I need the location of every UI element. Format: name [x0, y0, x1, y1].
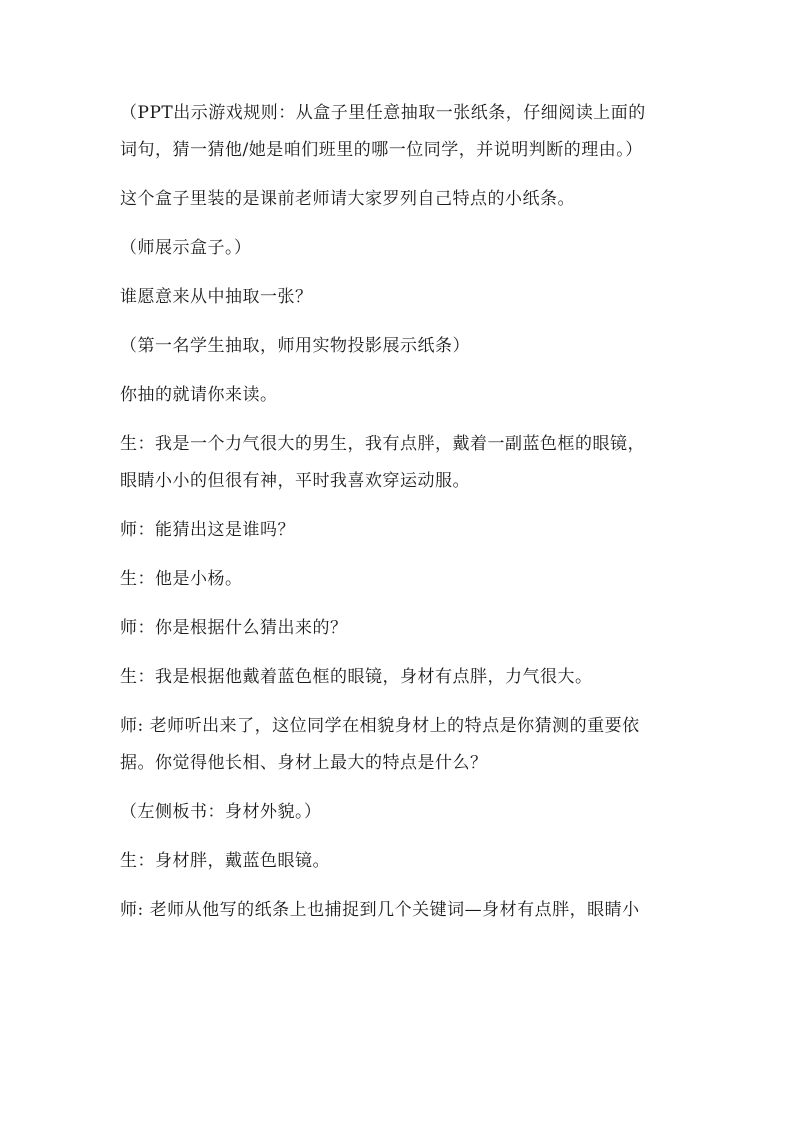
document-body: [120, 95, 680, 929]
paragraph-who-draws: [120, 279, 680, 316]
text-line: 师: 老师听出来了，这位同学在相貌身材上的特点是你猜测的重要依: [120, 716, 640, 736]
text-line: 师：你是根据什么猜出来的？: [120, 618, 348, 638]
text-line: 生：我是根据他戴着蓝色框的眼镜，身材有点胖，力气很大。: [120, 667, 593, 687]
text-line: 你抽的就请你来读。: [120, 385, 278, 405]
paragraph-teacher-summary: [120, 708, 680, 782]
text-line: （左侧板书：身材外貌。）: [120, 802, 322, 822]
text-line: 师：能猜出这是谁吗？: [120, 520, 295, 540]
paragraph-teacher-why: [120, 610, 680, 647]
paragraph-student-features: [120, 843, 680, 880]
text-line: 据。你觉得他长相、身材上最大的特点是什么？: [120, 753, 488, 773]
paragraph-student-answer: [120, 561, 680, 598]
text-line: （第一名学生抽取，师用实物投影展示纸条）: [120, 336, 470, 356]
text-line: （PPT出示游戏规则：从盒子里任意抽取一张纸条，仔细阅读上面的: [120, 103, 646, 123]
paragraph-student-reason: [120, 659, 680, 696]
text-line: 眼睛小小的但很有神，平时我喜欢穿运动服。: [120, 471, 470, 491]
paragraph-read-it: [120, 377, 680, 414]
text-line: 这个盒子里装的是课前老师请大家罗列自己特点的小纸条。: [120, 189, 575, 209]
paragraph-show-box: [120, 230, 680, 267]
text-line: 词句，猜一猜他/她是咱们班里的哪一位同学，并说明判断的理由。）: [120, 140, 643, 160]
text-line: 谁愿意来从中抽取一张？: [120, 287, 313, 307]
text-line: 生：身材胖，戴蓝色眼镜。: [120, 851, 330, 871]
paragraph-game-rules: [120, 95, 680, 169]
paragraph-board-note: [120, 794, 680, 831]
paragraph-teacher-keywords: [120, 892, 680, 929]
paragraph-student-note: [120, 426, 680, 500]
text-line: 师: 老师从他写的纸条上也捕捉到几个关键词—身材有点胖，眼睛小: [120, 900, 640, 920]
text-line: 生：我是一个力气很大的男生，我有点胖，戴着一副蓝色框的眼镜，: [120, 434, 645, 454]
paragraph-teacher-question: [120, 512, 680, 549]
paragraph-box-intro: [120, 181, 680, 218]
text-line: 生：他是小杨。: [120, 569, 243, 589]
paragraph-first-student: [120, 328, 680, 365]
text-line: （师展示盒子。）: [120, 238, 252, 258]
